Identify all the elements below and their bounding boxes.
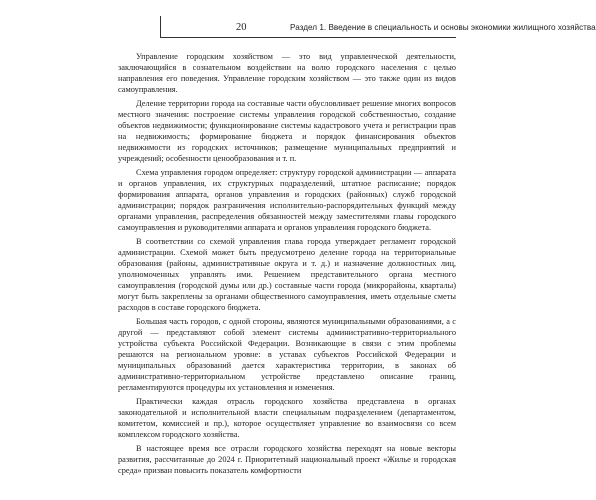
paragraph: В соответствии со схемой управления глава города утверждает регламент городской администрации. Схемой может быть предусмотрено деление города на территориальные образования (районы, административные округа и т. д.) и назначение должностных лиц, уполномоченных управлять ими. Решением представительного органа местного самоуправления (городской думы или др.) составные части города (микрорайоны, кварталы) могут быть закреплены за органами общественного самоуправления, иметь отдельные сметы расходов в составе городского бюджета. [118, 237, 456, 312]
paragraph: Большая часть городов, с одной стороны, являются муниципальными образованиями, а с другой — представляют собой элемент системы административно-территориального устройства субъекта Российской Федерации. Возникающие в связи с этим проблемы решаются на региональном уровне: в уставах субъектов Российской Федерации и муниципальных образований дается характеристика территории, в законах об административно-территориальном устройстве представлено описание границ, регламентируются процедуры их установления и изменения. [118, 317, 456, 392]
header-divider [160, 37, 456, 38]
page-body [118, 51, 456, 479]
running-title: Раздел 1. Введение в специальность и основы экономики жилищного хозяйства [290, 23, 596, 32]
page-header [118, 21, 596, 35]
paragraph: Управление городским хозяйством — это вид управленческой деятельности, заключающийся в сознательном воздействии на волю городского населения с целью направления его поведения. Управление городским хозяйством — это также один из видов самоуправления. [118, 52, 456, 94]
page-number: 20 [236, 22, 247, 33]
paragraph: Схема управления городом определяет: структуру городской администрации — аппарата и органов управления, их структурных подразделений, штатное расписание; порядок формирования аппарата, органов управления и городских (районных) служб городской администрации; порядок разграничения исполнительно-распорядительных функций между органами управления, распределения обязанностей между заместителями главы городского самоуправления и руководителями аппарата и органов управления городского бюджета. [118, 168, 456, 232]
paragraph: Деление территории города на составные части обусловливает решение многих вопросов местного значения: построение системы управления городской собственностью, создание объектов недвижимости; функционирование системы кадастрового учета и регистрации прав на недвижимость; формирование бюджета и порядок финансирования объектов недвижимости из городских источников; размещение муниципальных предприятий и учреждений; особенности ценообразования и т. п. [118, 99, 456, 163]
paragraph: В настоящее время все отрасли городского хозяйства переходят на новые векторы развития, рассчитанные до 2024 г. Приоритетный национальный проект «Жилье и городская среда» призван повысить показатель комфортности [118, 444, 456, 475]
paragraph: Практически каждая отрасль городского хозяйства представлена в органах законодательной и исполнительной власти специальным подразделением (департаментом, комитетом, комиссией и пр.), которое осуществляет управление во взаимосвязи со всем комплексом городского хозяйства. [118, 397, 456, 439]
